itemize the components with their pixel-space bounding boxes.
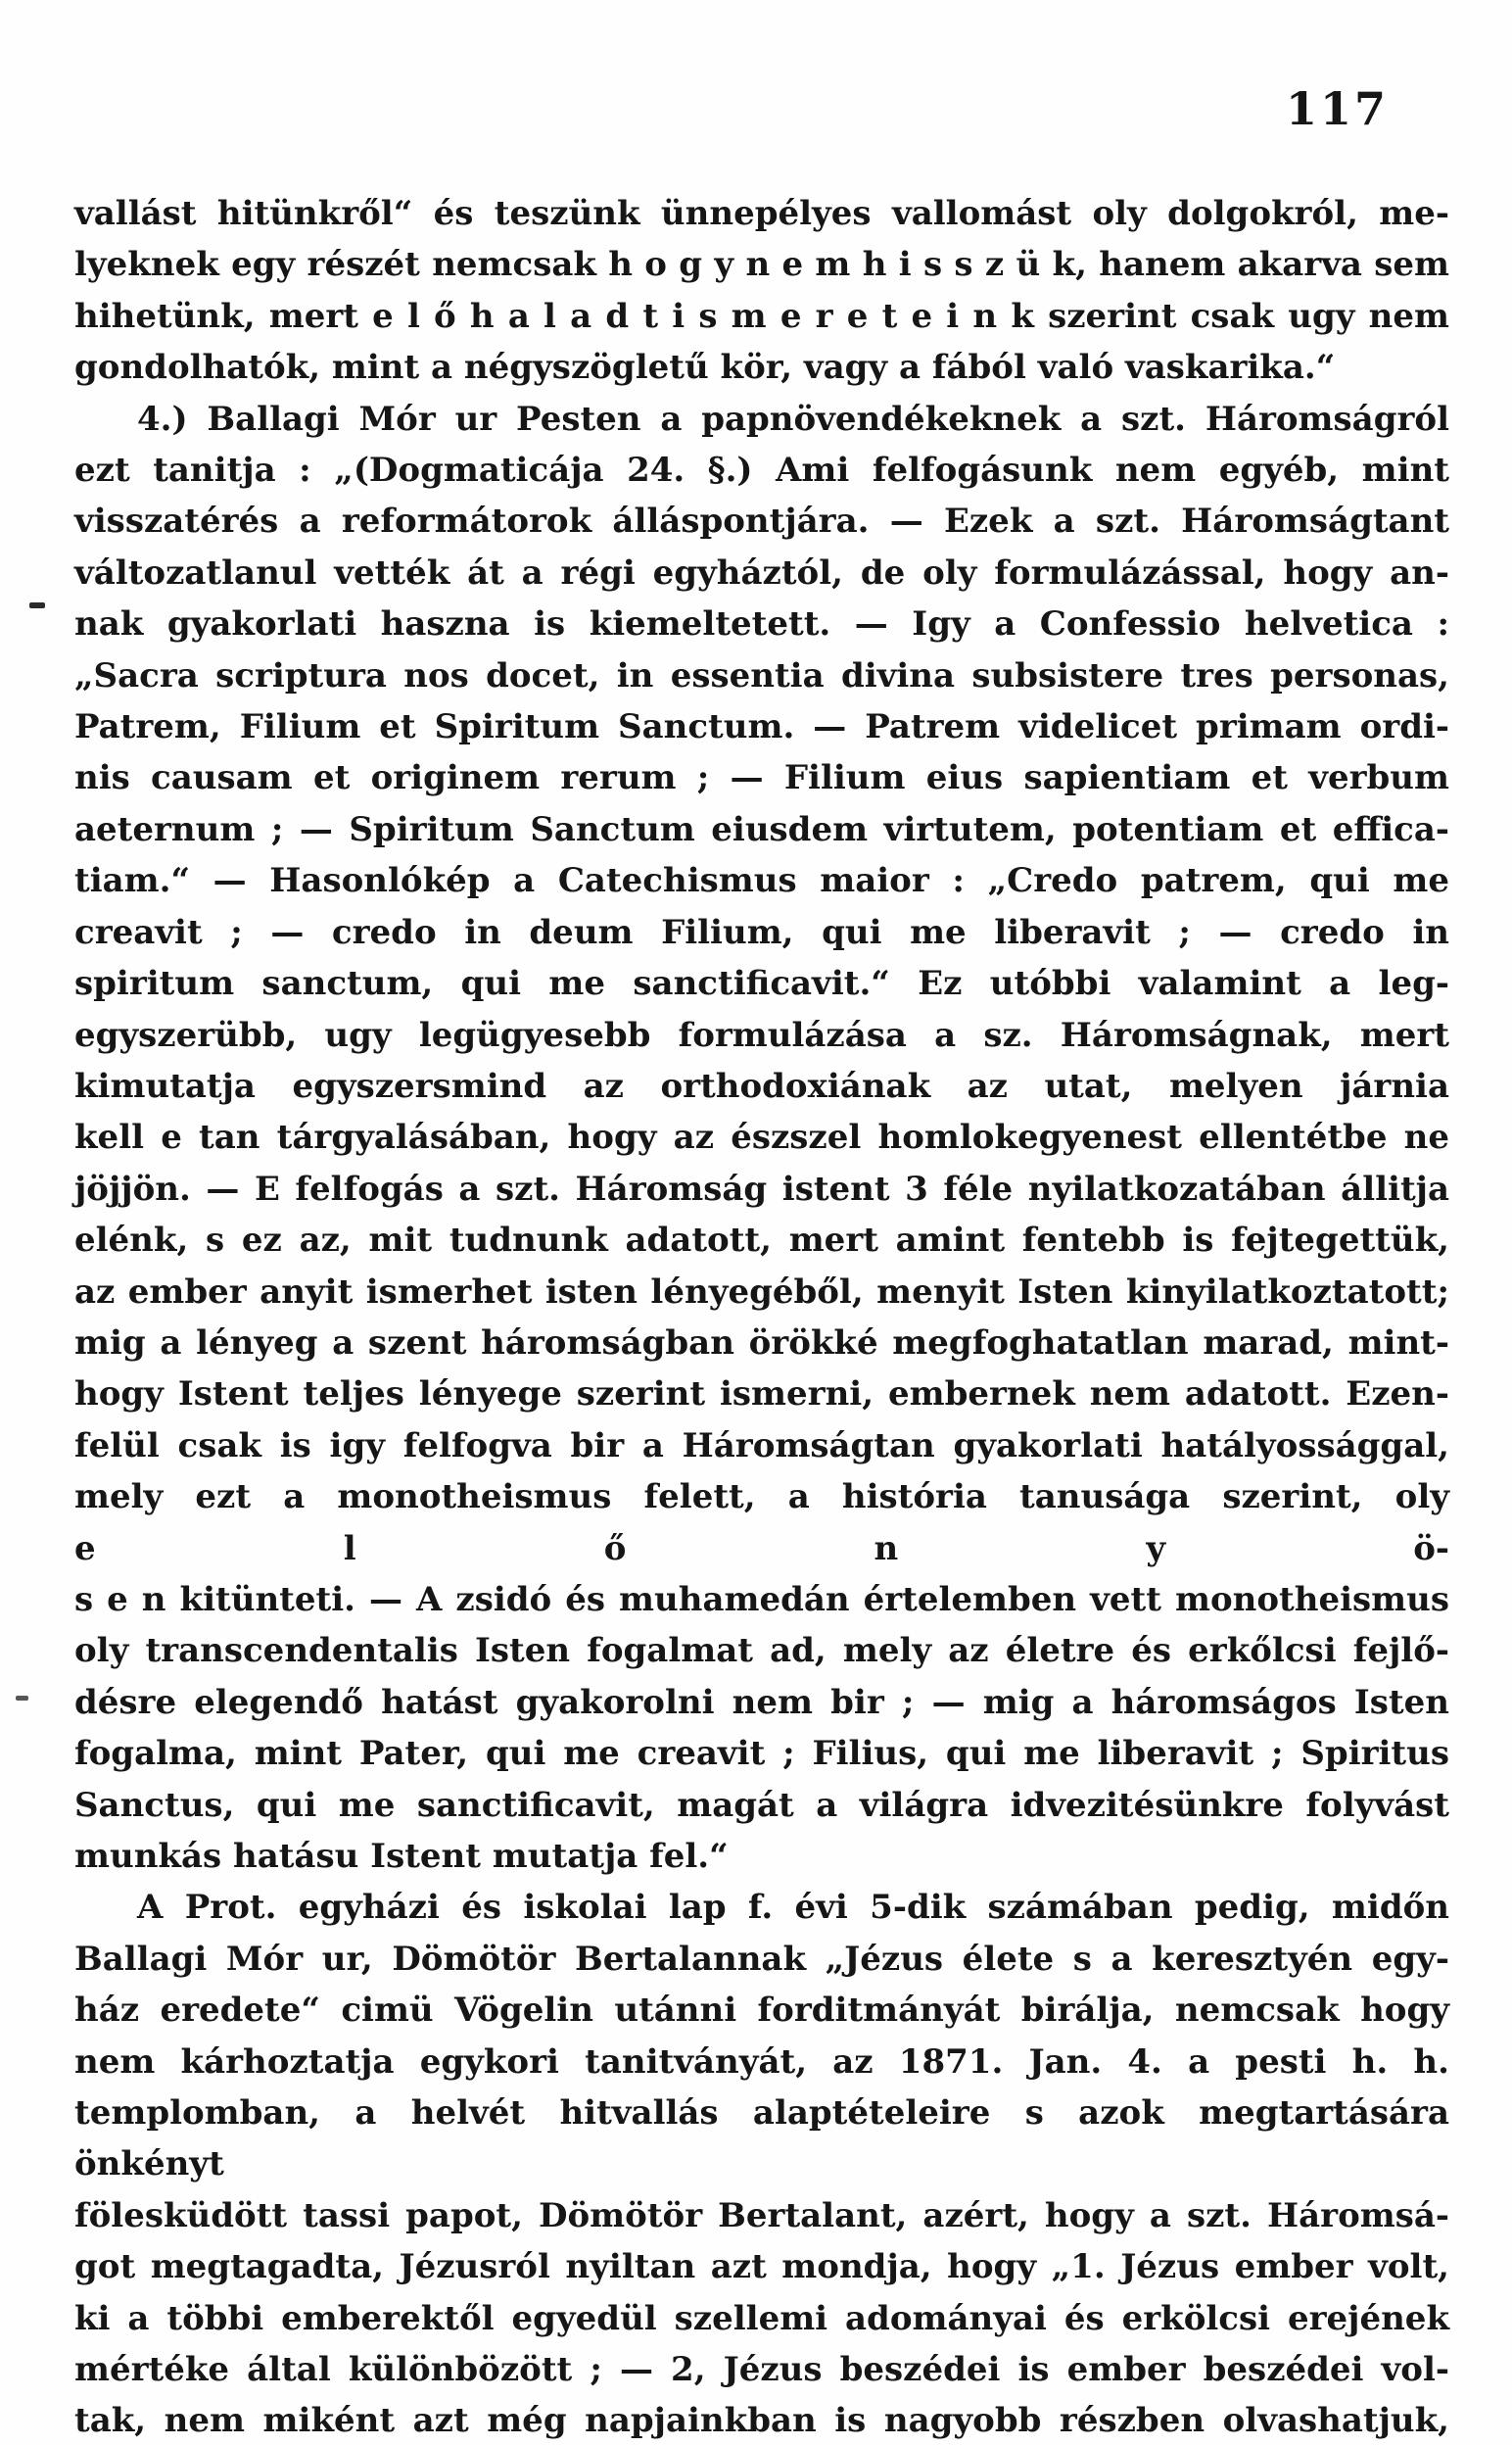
text-line: kell e tan tárgyalásában, hogy az észszel homlokegyenest ellentétbe ne [74,1118,1449,1158]
text-line: mig a lényeg a szent háromságban örökké megfoghatatlan marad, mint- [74,1322,1449,1363]
text-line: got megtagadta, Jézusról nyiltan azt mondja, hogy „1. Jézus ember volt, [74,2247,1449,2287]
text-line: visszatérés a reformátorok álláspontjára. — Ezek a szt. Háromságtant [74,502,1449,542]
text-line: templomban, a helvét hitvallás alaptételeire s azok megtartására önkényt [74,2093,1449,2184]
text-line: nak gyakorlati haszna is kiemeltetett. — Igy a Confessio helvetica : [74,604,1449,645]
scan-artifact [16,1696,28,1701]
text-line: aeternum ; — Spiritum Sanctum eiusdem virtutem, potentiam et effica- [74,809,1449,849]
text-line: mely ezt a monotheismus felett, a história tanusága szerint, oly e l ő n y ö- [74,1477,1449,1568]
text-line: tiam.“ — Hasonlókép a Catechismus maior : „Credo patrem, qui me [74,861,1449,901]
text-line: 4.) Ballagi Mór ur Pesten a papnövendékeknek a szt. Háromságról [137,399,1449,439]
page-text [74,188,1449,2447]
text-line: jöjjön. — E felfogás a szt. Háromság istent 3 féle nyilatkozatában állitja [74,1169,1449,1209]
text-line: az ember anyit ismerhet isten lényegéből, menyit Isten kinyilatkoztatott; [74,1271,1449,1312]
text-line: désre elegendő hatást gyakorolni nem bir ; — mig a háromságos Isten [74,1682,1449,1722]
text-line: felül csak is igy felfogva bir a Háromságtan gyakorlati hatályossággal, [74,1425,1449,1465]
text-line: hihetünk, mert e l ő h a l a d t i s m e r e t e i n k szerint csak ugy nem [74,296,1449,336]
text-line: fölesküdött tassi papot, Dömötör Bertalant, azért, hogy a szt. Háromsá- [74,2195,1449,2235]
text-line: „Sacra scriptura nos docet, in essentia divina subsistere tres personas, [74,655,1449,696]
text-line: változatlanul vették át a régi egyháztól, de oly formulázással, hogy an- [74,552,1449,593]
text-line: ki a többi emberektől egyedül szellemi adományai és erkölcsi erejének [74,2298,1449,2338]
text-line: elénk, s ez az, mit tudnunk adatott, mert amint fentebb is fejtegettük, [74,1221,1449,1261]
text-line: gondolhatók, mint a négyszögletű kör, vagy a fából való vaskarika.“ [74,348,1336,388]
text-line: kimutatja egyszersmind az orthodoxiának az utat, melyen járnia [74,1066,1449,1106]
text-line: mértéke által különbözött ; — 2, Jézus beszédei is ember beszédei vol- [74,2350,1449,2390]
text-line: fogalma, mint Pater, qui me creavit ; Filius, qui me liberavit ; Spiritus [74,1734,1449,1774]
text-line: ház eredete“ cimü Vögelin utánni forditmányát birálja, nemcsak hogy [74,1991,1449,2031]
text-line: hogy Istent teljes lényege szerint ismerni, embernek nem adatott. Ezen- [74,1374,1449,1415]
text-line: egyszerübb, ugy legügyesebb formulázása a sz. Háromságnak, mert [74,1015,1449,1055]
text-line: nem kárhoztatja egykori tanitványát, az 1871. Jan. 4. a pesti h. h. [74,2041,1449,2082]
text-line: tak, nem miként azt még napjainkban is nagyobb részben olvashatjuk, [74,2401,1449,2441]
scan-artifact [29,602,45,608]
text-line: spiritum sanctum, qui me sanctificavit.“ Ez utóbbi valamint a leg- [74,964,1449,1004]
text-line: creavit ; — credo in deum Filium, qui me liberavit ; — credo in [74,912,1449,952]
text-line: vallást hitünkről“ és teszünk ünnepélyes vallomást oly dolgokról, me- [74,194,1449,233]
text-line: A Prot. egyházi és iskolai lap f. évi 5-dik számában pedig, midőn [137,1888,1449,1928]
text-line: lyeknek egy részét nemcsak h o g y n e m h i s s z ü k, hanem akarva sem [74,245,1449,285]
text-line: oly transcendentalis Isten fogalmat ad, mely az életre és erkőlcsi fejlő- [74,1631,1449,1671]
text-line: nis causam et originem rerum ; — Filium eius sapientiam et verbum [74,758,1449,798]
text-line: Ballagi Mór ur, Dömötör Bertalannak „Jézus élete s a keresztyén egy- [74,1939,1449,1979]
text-line: s e n kitünteti. — A zsidó és muhamedán értelemben vett monotheismus [74,1579,1449,1619]
text-line: munkás hatásu Istent mutatja fel.“ [74,1837,729,1876]
text-line: Patrem, Filium et Spiritum Sanctum. — Patrem videlicet primam ordi- [74,707,1449,747]
page-number: 117 [1285,82,1389,135]
text-line: ezt tanitja : „(Dogmaticája 24. §.) Ami felfogásunk nem egyéb, mint [74,451,1449,491]
text-line: Sanctus, qui me sanctificavit, magát a világra idvezitésünkre folyvást [74,1785,1449,1825]
